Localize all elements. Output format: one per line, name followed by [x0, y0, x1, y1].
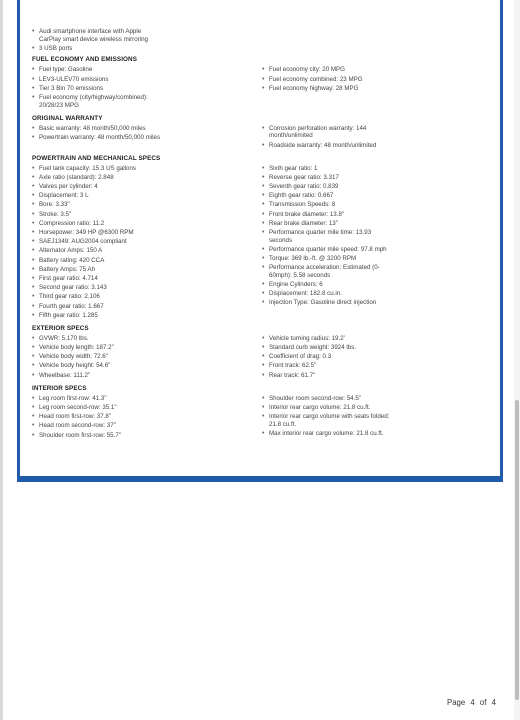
- bullet-icon: •: [262, 413, 265, 421]
- spec-item: [32, 362, 262, 370]
- spec-item-text: Head room second-row: 37": [39, 422, 116, 430]
- spec-item: [32, 174, 262, 182]
- section-column-right: [262, 165, 492, 321]
- bullet-icon: •: [32, 311, 35, 319]
- section-heading: INTERIOR SPECS: [32, 384, 87, 392]
- bullet-icon: •: [32, 124, 35, 132]
- spec-item: [262, 229, 492, 244]
- bullet-icon: •: [262, 75, 265, 83]
- spec-item: [262, 220, 492, 228]
- spec-item-text: Vehicle body height: 54.6": [39, 362, 111, 370]
- page-current: 4: [470, 698, 475, 707]
- section-columns: [32, 395, 492, 441]
- spec-item: [262, 125, 492, 140]
- spec-item: [262, 211, 492, 219]
- spec-item: [262, 395, 492, 403]
- section-column-right: [262, 335, 492, 381]
- bullet-icon: •: [262, 192, 265, 200]
- spec-item: [262, 174, 492, 182]
- spec-section: [32, 155, 492, 321]
- spec-item-text: Leg room first-row: 41.3": [39, 394, 107, 402]
- bullet-icon: •: [32, 371, 35, 379]
- top-item-list: [32, 28, 492, 52]
- spec-item: [32, 211, 262, 219]
- spec-item-text: Transmission Speeds: 8: [269, 201, 336, 209]
- spec-item: [262, 353, 492, 361]
- bullet-icon: •: [262, 66, 265, 74]
- bullet-icon: •: [32, 173, 35, 181]
- bullet-icon: •: [262, 84, 265, 92]
- list-item: • 3 USB ports: [32, 44, 73, 52]
- spec-item-text: Axle ratio (standard): 2.848: [39, 173, 114, 181]
- spec-item: [32, 238, 262, 246]
- bullet-icon: •: [262, 429, 265, 437]
- spec-item: [32, 284, 262, 292]
- bullet-icon: •: [32, 344, 35, 352]
- spec-item: [262, 264, 492, 279]
- spec-item-text: Basic warranty: 48 month/50,000 miles: [39, 124, 146, 132]
- bullet-icon: •: [262, 299, 265, 307]
- spec-item: [32, 257, 262, 265]
- spec-item-text: Engine Cylinders: 6: [269, 280, 323, 288]
- spec-item: [32, 266, 262, 274]
- spec-item-text: Fuel type: Gasoline: [39, 66, 93, 74]
- section-column-right: [262, 125, 492, 151]
- spec-item-text: Rear brake diameter: 13": [269, 219, 338, 227]
- spec-item: [262, 192, 492, 200]
- spec-item: [262, 299, 492, 307]
- spec-item: [262, 165, 492, 173]
- bullet-icon: •: [32, 133, 35, 141]
- section-column-left: [32, 125, 262, 151]
- spec-item: [262, 281, 492, 289]
- spec-item: [32, 76, 262, 84]
- bullet-icon: •: [262, 344, 265, 352]
- spec-item-text: LEV3-ULEV70 emissions: [39, 75, 109, 83]
- spec-sections: [32, 56, 492, 440]
- spec-item: [262, 430, 492, 438]
- spec-item-text: Rear track: 61.7": [269, 371, 316, 379]
- section-columns: [32, 66, 492, 110]
- spec-item: [262, 85, 492, 93]
- spec-item-text: Valves per cylinder: 4: [39, 183, 98, 191]
- bullet-icon: •: [262, 141, 265, 149]
- spec-item: [262, 335, 492, 343]
- spec-item-text: Eighth gear ratio: 0.667: [269, 192, 334, 200]
- bullet-icon: •: [32, 84, 35, 92]
- bullet-icon: •: [32, 293, 35, 301]
- spec-item: [32, 134, 262, 142]
- section-columns: [32, 335, 492, 381]
- section-heading: EXTERIOR SPECS: [32, 324, 89, 332]
- spec-item: [32, 303, 262, 311]
- spec-item: [262, 201, 492, 209]
- bullet-icon: •: [32, 431, 35, 439]
- bullet-icon: •: [32, 183, 35, 191]
- spec-item: [32, 220, 262, 228]
- spec-item: [262, 183, 492, 191]
- spec-section: [32, 325, 492, 381]
- spec-item-text: GVWR: 5,170 lbs.: [39, 334, 89, 342]
- spec-item-text: Interior rear cargo volume: 21.8 cu.ft.: [269, 404, 371, 411]
- bullet-icon: •: [32, 247, 35, 255]
- bullet-icon: •: [32, 302, 35, 310]
- section-column-left: [32, 395, 262, 441]
- bullet-icon: •: [262, 404, 265, 411]
- bullet-icon: •: [32, 210, 35, 218]
- spec-item: [262, 362, 492, 370]
- spec-content: [32, 28, 492, 441]
- spec-item-text: Horsepower: 349 HP @6300 RPM: [39, 229, 134, 236]
- bullet-icon: •: [32, 192, 35, 200]
- spec-item-text: Powertrain warranty: 48 month/50,000 miles: [39, 133, 161, 141]
- spec-item-text: Bore: 3.33": [39, 201, 70, 209]
- spec-item-text: Interior rear cargo volume with seats folded: 21.8 cu.ft.: [269, 413, 390, 428]
- scrollbar-thumb[interactable]: [515, 400, 519, 700]
- spec-item: [32, 395, 262, 403]
- spec-item-text: Torque: 369 lb.-ft. @ 3200 RPM: [269, 254, 357, 262]
- spec-item: [262, 142, 492, 150]
- spec-item-text: Reverse gear ratio: 3.317: [269, 173, 339, 181]
- bullet-icon: •: [32, 413, 35, 421]
- spec-item-text: Stroke: 3.5": [39, 210, 72, 218]
- bullet-icon: •: [32, 238, 35, 246]
- spec-item: [32, 293, 262, 301]
- section-column-left: [32, 66, 262, 110]
- section-column-right: [262, 66, 492, 110]
- spec-item: [32, 432, 262, 440]
- bullet-icon: •: [262, 245, 265, 253]
- bullet-icon: •: [262, 280, 265, 288]
- bullet-icon: •: [32, 265, 35, 273]
- spec-item: [32, 344, 262, 352]
- spec-item-text: Seventh gear ratio: 0.839: [269, 183, 339, 191]
- spec-item-text: Performance acceleration: Estimated (0-60mph): 5.58 seconds: [269, 264, 380, 279]
- bullet-icon: •: [32, 66, 35, 74]
- page-edge: [0, 0, 3, 720]
- page-indicator: [447, 698, 496, 707]
- bullet-icon: •: [32, 44, 35, 52]
- page-total: 4: [491, 698, 496, 707]
- spec-item-text: Leg room second-row: 35.1": [39, 404, 117, 411]
- section-columns: [32, 125, 492, 151]
- spec-item-text: Front brake diameter: 13.8": [269, 210, 345, 218]
- spec-item: [32, 192, 262, 200]
- spec-item-text: Fourth gear ratio: 1.667: [39, 302, 104, 310]
- spec-item-text: Fuel economy (city/highway/combined): 20/28/23 MPG: [39, 93, 148, 109]
- spec-sheet-panel: [17, 0, 503, 482]
- spec-item: [262, 413, 492, 428]
- spec-item-text: Displacement: 182.8 cu.in.: [269, 290, 342, 298]
- bullet-icon: •: [262, 164, 265, 172]
- spec-item: [32, 275, 262, 283]
- spec-item-text: Vehicle turning radius: 19.2': [269, 334, 345, 342]
- spec-item-text: Max interior rear cargo volume: 21.8 cu.ft.: [269, 429, 384, 437]
- section-column-left: [32, 165, 262, 321]
- bullet-icon: •: [262, 201, 265, 209]
- spec-item: [32, 335, 262, 343]
- section-heading: ORIGINAL WARRANTY: [32, 114, 103, 122]
- spec-item-text: Fuel economy highway: 28 MPG: [269, 84, 359, 92]
- bullet-icon: •: [32, 93, 35, 101]
- spec-item-text: Performance quarter mile speed: 97.8 mph: [269, 245, 387, 253]
- spec-section: [32, 56, 492, 110]
- bullet-icon: •: [32, 28, 35, 35]
- bullet-icon: •: [262, 371, 265, 379]
- spec-item: [262, 372, 492, 380]
- bullet-icon: •: [262, 219, 265, 227]
- bullet-icon: •: [32, 274, 35, 282]
- spec-item: [32, 66, 262, 74]
- bullet-icon: •: [32, 404, 35, 411]
- scrollbar-track[interactable]: [514, 0, 520, 720]
- spec-item-text: Third gear ratio: 2.106: [39, 293, 100, 301]
- section-heading: FUEL ECONOMY AND EMISSIONS: [32, 56, 137, 64]
- spec-item-text: Standard curb weight: 3924 lbs.: [269, 344, 357, 352]
- spec-item-text: Fuel economy city: 20 MPG: [269, 66, 345, 74]
- spec-item-text: Second gear ratio: 3.143: [39, 284, 107, 292]
- spec-item-text: Wheelbase: 111.2": [39, 371, 91, 379]
- spec-item: [32, 247, 262, 255]
- spec-item: [262, 76, 492, 84]
- bullet-icon: •: [32, 201, 35, 209]
- bullet-icon: •: [262, 229, 265, 236]
- spec-item-text: Coefficient of drag: 0.3: [269, 353, 332, 361]
- section-columns: [32, 165, 492, 321]
- section-heading: POWERTRAIN AND MECHANICAL SPECS: [32, 154, 161, 162]
- list-item: • Audi smartphone interface with Apple CarPlay smart device wireless mirroring: [32, 28, 148, 43]
- bullet-icon: •: [262, 290, 265, 298]
- bullet-icon: •: [32, 75, 35, 83]
- spec-item: [32, 413, 262, 421]
- bullet-icon: •: [32, 164, 35, 172]
- spec-item-text: Sixth gear ratio: 1: [269, 164, 318, 172]
- page-label: Page: [447, 698, 466, 707]
- page-of: of: [479, 698, 487, 707]
- spec-item: [32, 125, 262, 133]
- bullet-icon: •: [262, 254, 265, 262]
- section-column-left: [32, 335, 262, 381]
- spec-item: [262, 66, 492, 74]
- spec-section: [32, 115, 492, 151]
- bullet-icon: •: [32, 284, 35, 292]
- spec-item: [32, 165, 262, 173]
- spec-item-text: SAEJ1349: AUG2004 compliant: [39, 238, 127, 246]
- spec-item-text: Injection Type: Gasoline direct injection: [269, 299, 377, 307]
- bullet-icon: •: [262, 334, 265, 342]
- spec-item: [32, 312, 262, 320]
- spec-item: [32, 353, 262, 361]
- spec-item-text: Front track: 62.5": [269, 362, 317, 370]
- spec-item: [262, 290, 492, 298]
- spec-item: [262, 255, 492, 263]
- bullet-icon: •: [32, 422, 35, 430]
- spec-item-text: Corrosion perforation warranty: 144 month/unlimited: [269, 124, 367, 140]
- spec-item: [32, 229, 262, 237]
- spec-item: [32, 372, 262, 380]
- spec-item: [32, 422, 262, 430]
- spec-item: [262, 344, 492, 352]
- spec-item-text: Battery rating: 420 CCA: [39, 256, 105, 264]
- bullet-icon: •: [262, 362, 265, 370]
- spec-item-text: Shoulder room first-row: 55.7": [39, 431, 121, 439]
- spec-item-text: Tier 3 Bin 70 emissions: [39, 84, 104, 92]
- spec-item-text: First gear ratio: 4.714: [39, 274, 98, 282]
- bullet-icon: •: [262, 394, 265, 402]
- spec-item: [32, 201, 262, 209]
- bullet-icon: •: [262, 124, 265, 132]
- spec-item: [262, 246, 492, 254]
- bullet-icon: •: [32, 362, 35, 370]
- bullet-icon: •: [262, 353, 265, 361]
- spec-item-text: Compression ratio: 11.2: [39, 219, 105, 227]
- spec-item-text: Fifth gear ratio: 1.285: [39, 311, 98, 319]
- bullet-icon: •: [262, 264, 265, 272]
- spec-section: [32, 385, 492, 441]
- bullet-icon: •: [262, 173, 265, 181]
- spec-item-text: Vehicle body width: 72.6": [39, 353, 108, 361]
- spec-item: [32, 94, 262, 109]
- spec-item-text: Shoulder room second-row: 54.5": [269, 394, 361, 402]
- bullet-icon: •: [262, 183, 265, 191]
- spec-item-text: Performance quarter mile time: 13.93 seconds: [269, 229, 372, 244]
- section-column-right: [262, 395, 492, 441]
- spec-item-text: Displacement: 3 L: [39, 192, 89, 200]
- bullet-icon: •: [32, 353, 35, 361]
- spec-item: [32, 85, 262, 93]
- bullet-icon: •: [32, 334, 35, 342]
- bullet-icon: •: [32, 256, 35, 264]
- bullet-icon: •: [262, 210, 265, 218]
- spec-item-text: Fuel tank capacity: 15.3 US gallons: [39, 164, 136, 172]
- bullet-icon: •: [32, 219, 35, 227]
- spec-item: [262, 404, 492, 412]
- spec-item-text: Roadside warranty: 48 month/unlimited: [269, 141, 377, 149]
- bullet-icon: •: [32, 394, 35, 402]
- spec-item: [32, 183, 262, 191]
- spec-item-text: Fuel economy combined: 23 MPG: [269, 75, 363, 83]
- spec-item-text: Battery Amps: 75 Ah: [39, 265, 96, 273]
- spec-item-text: Alternator Amps: 150 A: [39, 247, 103, 255]
- spec-item: [32, 404, 262, 412]
- spec-item-text: Head room first-row: 37.8": [39, 413, 112, 421]
- spec-item-text: Vehicle body length: 187.2": [39, 344, 114, 352]
- bullet-icon: •: [32, 229, 35, 236]
